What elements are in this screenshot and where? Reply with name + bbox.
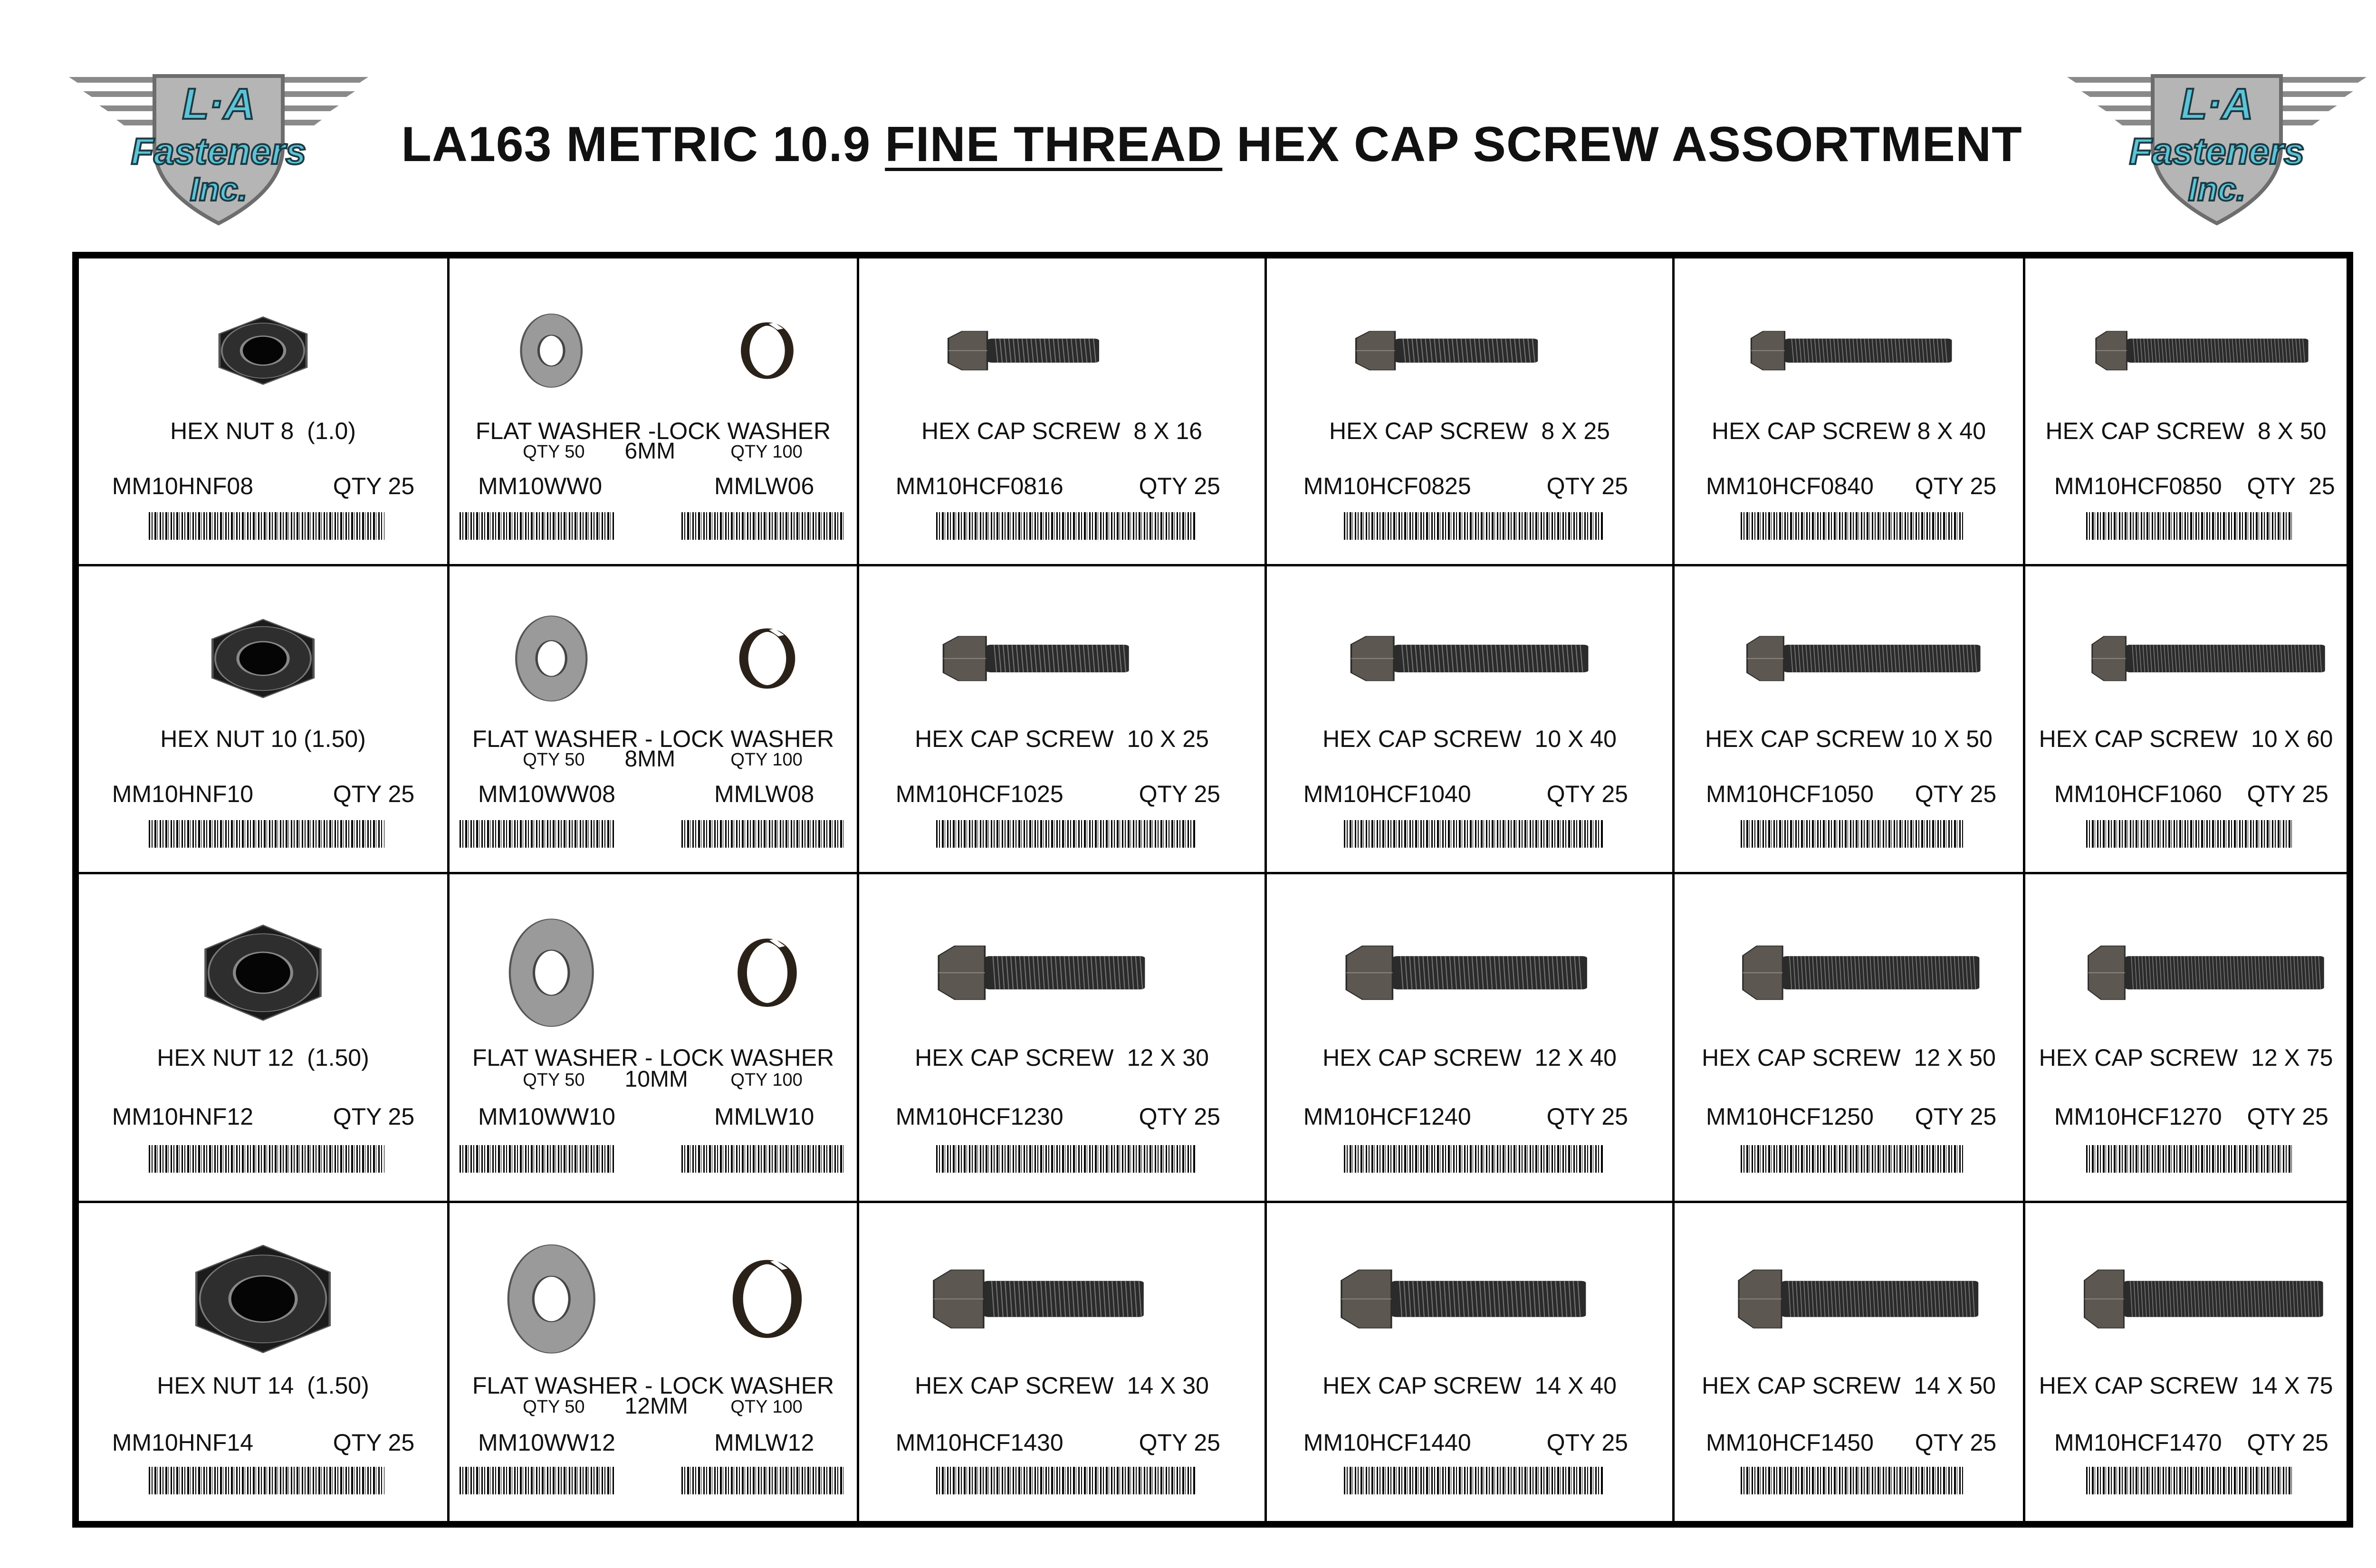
lock-washer-barcode <box>681 512 844 540</box>
barcode <box>149 1145 384 1173</box>
hex-cap-screw-icon <box>859 1203 1265 1368</box>
flat-washer-part-number: MM10WW10 <box>478 1103 615 1130</box>
hex-cap-screw-icon <box>1675 258 2023 417</box>
hex-cap-screw-icon <box>1267 874 1672 1044</box>
screw-picture <box>1675 874 2023 1044</box>
barcode <box>1741 512 1964 540</box>
barcode <box>149 512 384 540</box>
screw-picture <box>2025 1203 2347 1368</box>
screw-picture <box>1675 258 2023 417</box>
hex-nut-icon <box>79 874 447 1044</box>
la-fasteners-logo-graphic <box>2062 67 2371 228</box>
quantity: QTY 25 <box>333 1429 415 1456</box>
quantity: QTY 25 <box>2247 473 2335 500</box>
barcode <box>2086 1145 2292 1173</box>
barcode <box>1344 512 1603 540</box>
hex-cap-screw-icon <box>859 874 1265 1044</box>
screw-picture <box>1267 566 1672 725</box>
hex-cap-screw-icon <box>1675 566 2023 725</box>
hex-cap-screw-icon <box>859 258 1265 417</box>
nut-picture <box>79 874 447 1044</box>
part-name: HEX CAP SCREW 12 X 30 <box>915 1044 1209 1071</box>
part-name: FLAT WASHER - LOCK WASHER <box>472 1044 834 1071</box>
quantity: QTY 25 <box>1139 473 1220 500</box>
lock-washer-qty: QTY 100 <box>730 749 803 770</box>
part-name: HEX NUT 12 (1.50) <box>157 1044 369 1071</box>
washer-picture <box>450 258 857 417</box>
flat-washer-part-number: MM10WW08 <box>478 781 615 808</box>
hex-nut-icon <box>79 1203 447 1368</box>
flat-washer-qty: QTY 50 <box>523 749 585 770</box>
part-name: HEX CAP SCREW 10 X 40 <box>1322 726 1617 753</box>
part-name: HEX CAP SCREW 14 X 40 <box>1322 1372 1617 1399</box>
lock-washer-qty: QTY 100 <box>730 441 803 462</box>
bin-nut-4-1 <box>79 1203 450 1521</box>
flat-washer-part-number: MM10WW0 <box>478 473 603 500</box>
hex-cap-screw-icon <box>2025 566 2347 725</box>
logo-text-inc: Inc. <box>190 171 248 208</box>
screw-picture <box>2025 566 2347 725</box>
bin-washer-3-2 <box>450 874 859 1203</box>
bin-screw-2-4 <box>1267 566 1675 874</box>
washer-picture <box>450 1203 857 1368</box>
part-number: MM10HCF1230 <box>895 1103 1063 1130</box>
quantity: QTY 25 <box>1139 1429 1220 1456</box>
part-name: FLAT WASHER - LOCK WASHER <box>472 726 834 753</box>
bin-screw-4-6 <box>2025 1203 2347 1521</box>
lock-washer-part-number: MMLW06 <box>714 473 814 500</box>
assortment-grid <box>72 252 2353 1528</box>
washer-size: 6MM <box>624 438 676 464</box>
part-name: HEX CAP SCREW 14 X 30 <box>915 1372 1209 1399</box>
lock-washer-barcode <box>681 820 844 848</box>
part-name: HEX NUT 10 (1.50) <box>160 726 366 753</box>
washer-size: 8MM <box>624 746 676 772</box>
lock-washer-part-number: MMLW12 <box>714 1429 814 1456</box>
part-name: FLAT WASHER -LOCK WASHER <box>475 418 831 445</box>
title-underlined: FINE THREAD <box>885 117 1223 172</box>
washer-picture <box>450 874 857 1044</box>
part-number: MM10HNF10 <box>112 781 254 808</box>
part-name: HEX CAP SCREW 12 X 50 <box>1702 1044 1996 1071</box>
barcode <box>936 1145 1196 1173</box>
bin-screw-2-5 <box>1675 566 2025 874</box>
part-number: MM10HCF1060 <box>2054 781 2222 808</box>
lock-washer-qty: QTY 100 <box>730 1070 803 1090</box>
title-prefix: LA163 METRIC 10.9 <box>401 117 885 172</box>
part-name: HEX NUT 14 (1.50) <box>157 1372 369 1399</box>
bin-screw-1-4 <box>1267 258 1675 566</box>
quantity: QTY 25 <box>1139 1103 1220 1130</box>
hex-cap-screw-icon <box>1267 258 1672 417</box>
barcode <box>1741 1467 1964 1494</box>
part-name: FLAT WASHER - LOCK WASHER <box>472 1372 834 1399</box>
quantity: QTY 25 <box>1139 781 1220 808</box>
part-name: HEX CAP SCREW 8 X 25 <box>1329 418 1610 445</box>
part-name: HEX CAP SCREW 8 X 50 <box>2045 418 2327 445</box>
bin-nut-3-1 <box>79 874 450 1203</box>
nut-picture <box>79 1203 447 1368</box>
barcode <box>2086 1467 2292 1494</box>
washer-icon <box>450 258 857 417</box>
quantity: QTY 25 <box>333 1103 415 1130</box>
part-number: MM10HCF0840 <box>1705 473 1874 500</box>
barcode <box>1344 820 1603 848</box>
barcode <box>936 1467 1196 1494</box>
barcode <box>936 820 1196 848</box>
barcode <box>149 1467 384 1494</box>
barcode <box>2086 512 2292 540</box>
screw-picture <box>859 874 1265 1044</box>
quantity: QTY 25 <box>1915 1429 1997 1456</box>
company-logo-right <box>2062 67 2371 228</box>
quantity: QTY 25 <box>2247 1103 2328 1130</box>
screw-picture <box>1267 258 1672 417</box>
part-number: MM10HCF1040 <box>1303 781 1471 808</box>
screw-picture <box>859 1203 1265 1368</box>
part-name: HEX CAP SCREW 8 X 40 <box>1711 418 1986 445</box>
part-number: MM10HCF1240 <box>1303 1103 1471 1130</box>
barcode <box>1344 1467 1603 1494</box>
flat-washer-part-number: MM10WW12 <box>478 1429 615 1456</box>
bin-screw-4-5 <box>1675 1203 2025 1521</box>
bin-screw-3-4 <box>1267 874 1675 1203</box>
part-number: MM10HCF1050 <box>1705 781 1874 808</box>
lock-washer-qty: QTY 100 <box>730 1397 803 1417</box>
part-number: MM10HCF1270 <box>2054 1103 2222 1130</box>
part-name: HEX CAP SCREW 14 X 50 <box>1702 1372 1996 1399</box>
part-number: MM10HCF1450 <box>1705 1429 1874 1456</box>
bin-screw-3-3 <box>859 874 1267 1203</box>
bin-screw-3-6 <box>2025 874 2347 1203</box>
washer-icon <box>450 566 857 725</box>
part-number: MM10HCF1025 <box>895 781 1063 808</box>
flat-washer-qty: QTY 50 <box>523 441 585 462</box>
part-number: MM10HCF1440 <box>1303 1429 1471 1456</box>
part-name: HEX CAP SCREW 10 X 60 <box>2039 726 2333 753</box>
hex-cap-screw-icon <box>1267 1203 1672 1368</box>
quantity: QTY 25 <box>2247 1429 2328 1456</box>
flat-washer-barcode <box>460 1467 614 1494</box>
screw-picture <box>1675 1203 2023 1368</box>
washer-picture <box>450 566 857 725</box>
flat-washer-qty: QTY 50 <box>523 1397 585 1417</box>
part-number: MM10HCF1250 <box>1705 1103 1874 1130</box>
hex-cap-screw-icon <box>1675 874 2023 1044</box>
screw-picture <box>859 566 1265 725</box>
barcode <box>1741 820 1964 848</box>
bin-screw-1-3 <box>859 258 1267 566</box>
part-number: MM10HNF12 <box>112 1103 254 1130</box>
lock-washer-part-number: MMLW08 <box>714 781 814 808</box>
lock-washer-part-number: MMLW10 <box>714 1103 814 1130</box>
bin-washer-4-2 <box>450 1203 859 1521</box>
company-logo-left <box>64 67 373 228</box>
barcode <box>936 512 1196 540</box>
bin-screw-1-5 <box>1675 258 2025 566</box>
quantity: QTY 25 <box>2247 781 2328 808</box>
washer-size: 10MM <box>624 1067 688 1092</box>
title-suffix: HEX CAP SCREW ASSORTMENT <box>1222 117 2022 172</box>
barcode <box>2086 820 2292 848</box>
logo-text-fasteners: Fasteners <box>2129 130 2305 172</box>
part-name: HEX CAP SCREW 8 X 16 <box>921 418 1202 445</box>
washer-icon <box>450 874 857 1044</box>
screw-picture <box>2025 874 2347 1044</box>
quantity: QTY 25 <box>1546 1103 1628 1130</box>
barcode <box>1344 1145 1603 1173</box>
hex-cap-screw-icon <box>2025 258 2347 417</box>
bin-nut-1-1 <box>79 258 450 566</box>
bin-nut-2-1 <box>79 566 450 874</box>
screw-picture <box>2025 258 2347 417</box>
part-name: HEX CAP SCREW 12 X 75 <box>2039 1044 2333 1071</box>
part-name: HEX NUT 8 (1.0) <box>170 418 356 445</box>
bin-washer-1-2 <box>450 258 859 566</box>
hex-cap-screw-icon <box>859 566 1265 725</box>
part-number: MM10HNF14 <box>112 1429 254 1456</box>
bin-screw-3-5 <box>1675 874 2025 1203</box>
quantity: QTY 25 <box>333 473 415 500</box>
part-number: MM10HCF1430 <box>895 1429 1063 1456</box>
quantity: QTY 25 <box>1915 781 1997 808</box>
part-name: HEX CAP SCREW 10 X 25 <box>915 726 1209 753</box>
barcode <box>149 820 384 848</box>
quantity: QTY 25 <box>1915 473 1997 500</box>
screw-picture <box>1267 1203 1672 1368</box>
part-number: MM10HCF0850 <box>2054 473 2222 500</box>
part-number: MM10HCF1470 <box>2054 1429 2222 1456</box>
bin-screw-1-6 <box>2025 258 2347 566</box>
quantity: QTY 25 <box>1915 1103 1997 1130</box>
la-fasteners-logo-graphic <box>64 67 373 228</box>
nut-picture <box>79 258 447 417</box>
nut-picture <box>79 566 447 725</box>
bin-screw-4-4 <box>1267 1203 1675 1521</box>
part-name: HEX CAP SCREW 14 X 75 <box>2039 1372 2333 1399</box>
bin-screw-4-3 <box>859 1203 1267 1521</box>
bin-screw-2-6 <box>2025 566 2347 874</box>
hex-nut-icon <box>79 258 447 417</box>
hex-cap-screw-icon <box>1267 566 1672 725</box>
page-title <box>333 116 2091 173</box>
hex-nut-icon <box>79 566 447 725</box>
flat-washer-barcode <box>460 1145 614 1173</box>
quantity: QTY 25 <box>333 781 415 808</box>
lock-washer-barcode <box>681 1467 844 1494</box>
quantity: QTY 25 <box>1546 1429 1628 1456</box>
lock-washer-barcode <box>681 1145 844 1173</box>
part-name: HEX CAP SCREW 12 X 40 <box>1322 1044 1617 1071</box>
part-number: MM10HCF0816 <box>895 473 1063 500</box>
part-number: MM10HCF0825 <box>1303 473 1471 500</box>
barcode <box>1741 1145 1964 1173</box>
hex-cap-screw-icon <box>2025 1203 2347 1368</box>
logo-text-la: L·A <box>2180 80 2253 128</box>
bin-screw-2-3 <box>859 566 1267 874</box>
washer-size: 12MM <box>624 1394 688 1419</box>
part-number: MM10HNF08 <box>112 473 254 500</box>
screw-picture <box>1267 874 1672 1044</box>
screw-picture <box>859 258 1265 417</box>
quantity: QTY 25 <box>1546 781 1628 808</box>
logo-text-fasteners: Fasteners <box>131 130 307 172</box>
flat-washer-barcode <box>460 512 614 540</box>
screw-picture <box>1675 566 2023 725</box>
hex-cap-screw-icon <box>1675 1203 2023 1368</box>
flat-washer-qty: QTY 50 <box>523 1070 585 1090</box>
logo-text-inc: Inc. <box>2188 171 2246 208</box>
flat-washer-barcode <box>460 820 614 848</box>
logo-text-la: L·A <box>182 80 255 128</box>
bin-washer-2-2 <box>450 566 859 874</box>
quantity: QTY 25 <box>1546 473 1628 500</box>
part-name: HEX CAP SCREW 10 X 50 <box>1705 726 1993 753</box>
hex-cap-screw-icon <box>2025 874 2347 1044</box>
washer-icon <box>450 1203 857 1368</box>
